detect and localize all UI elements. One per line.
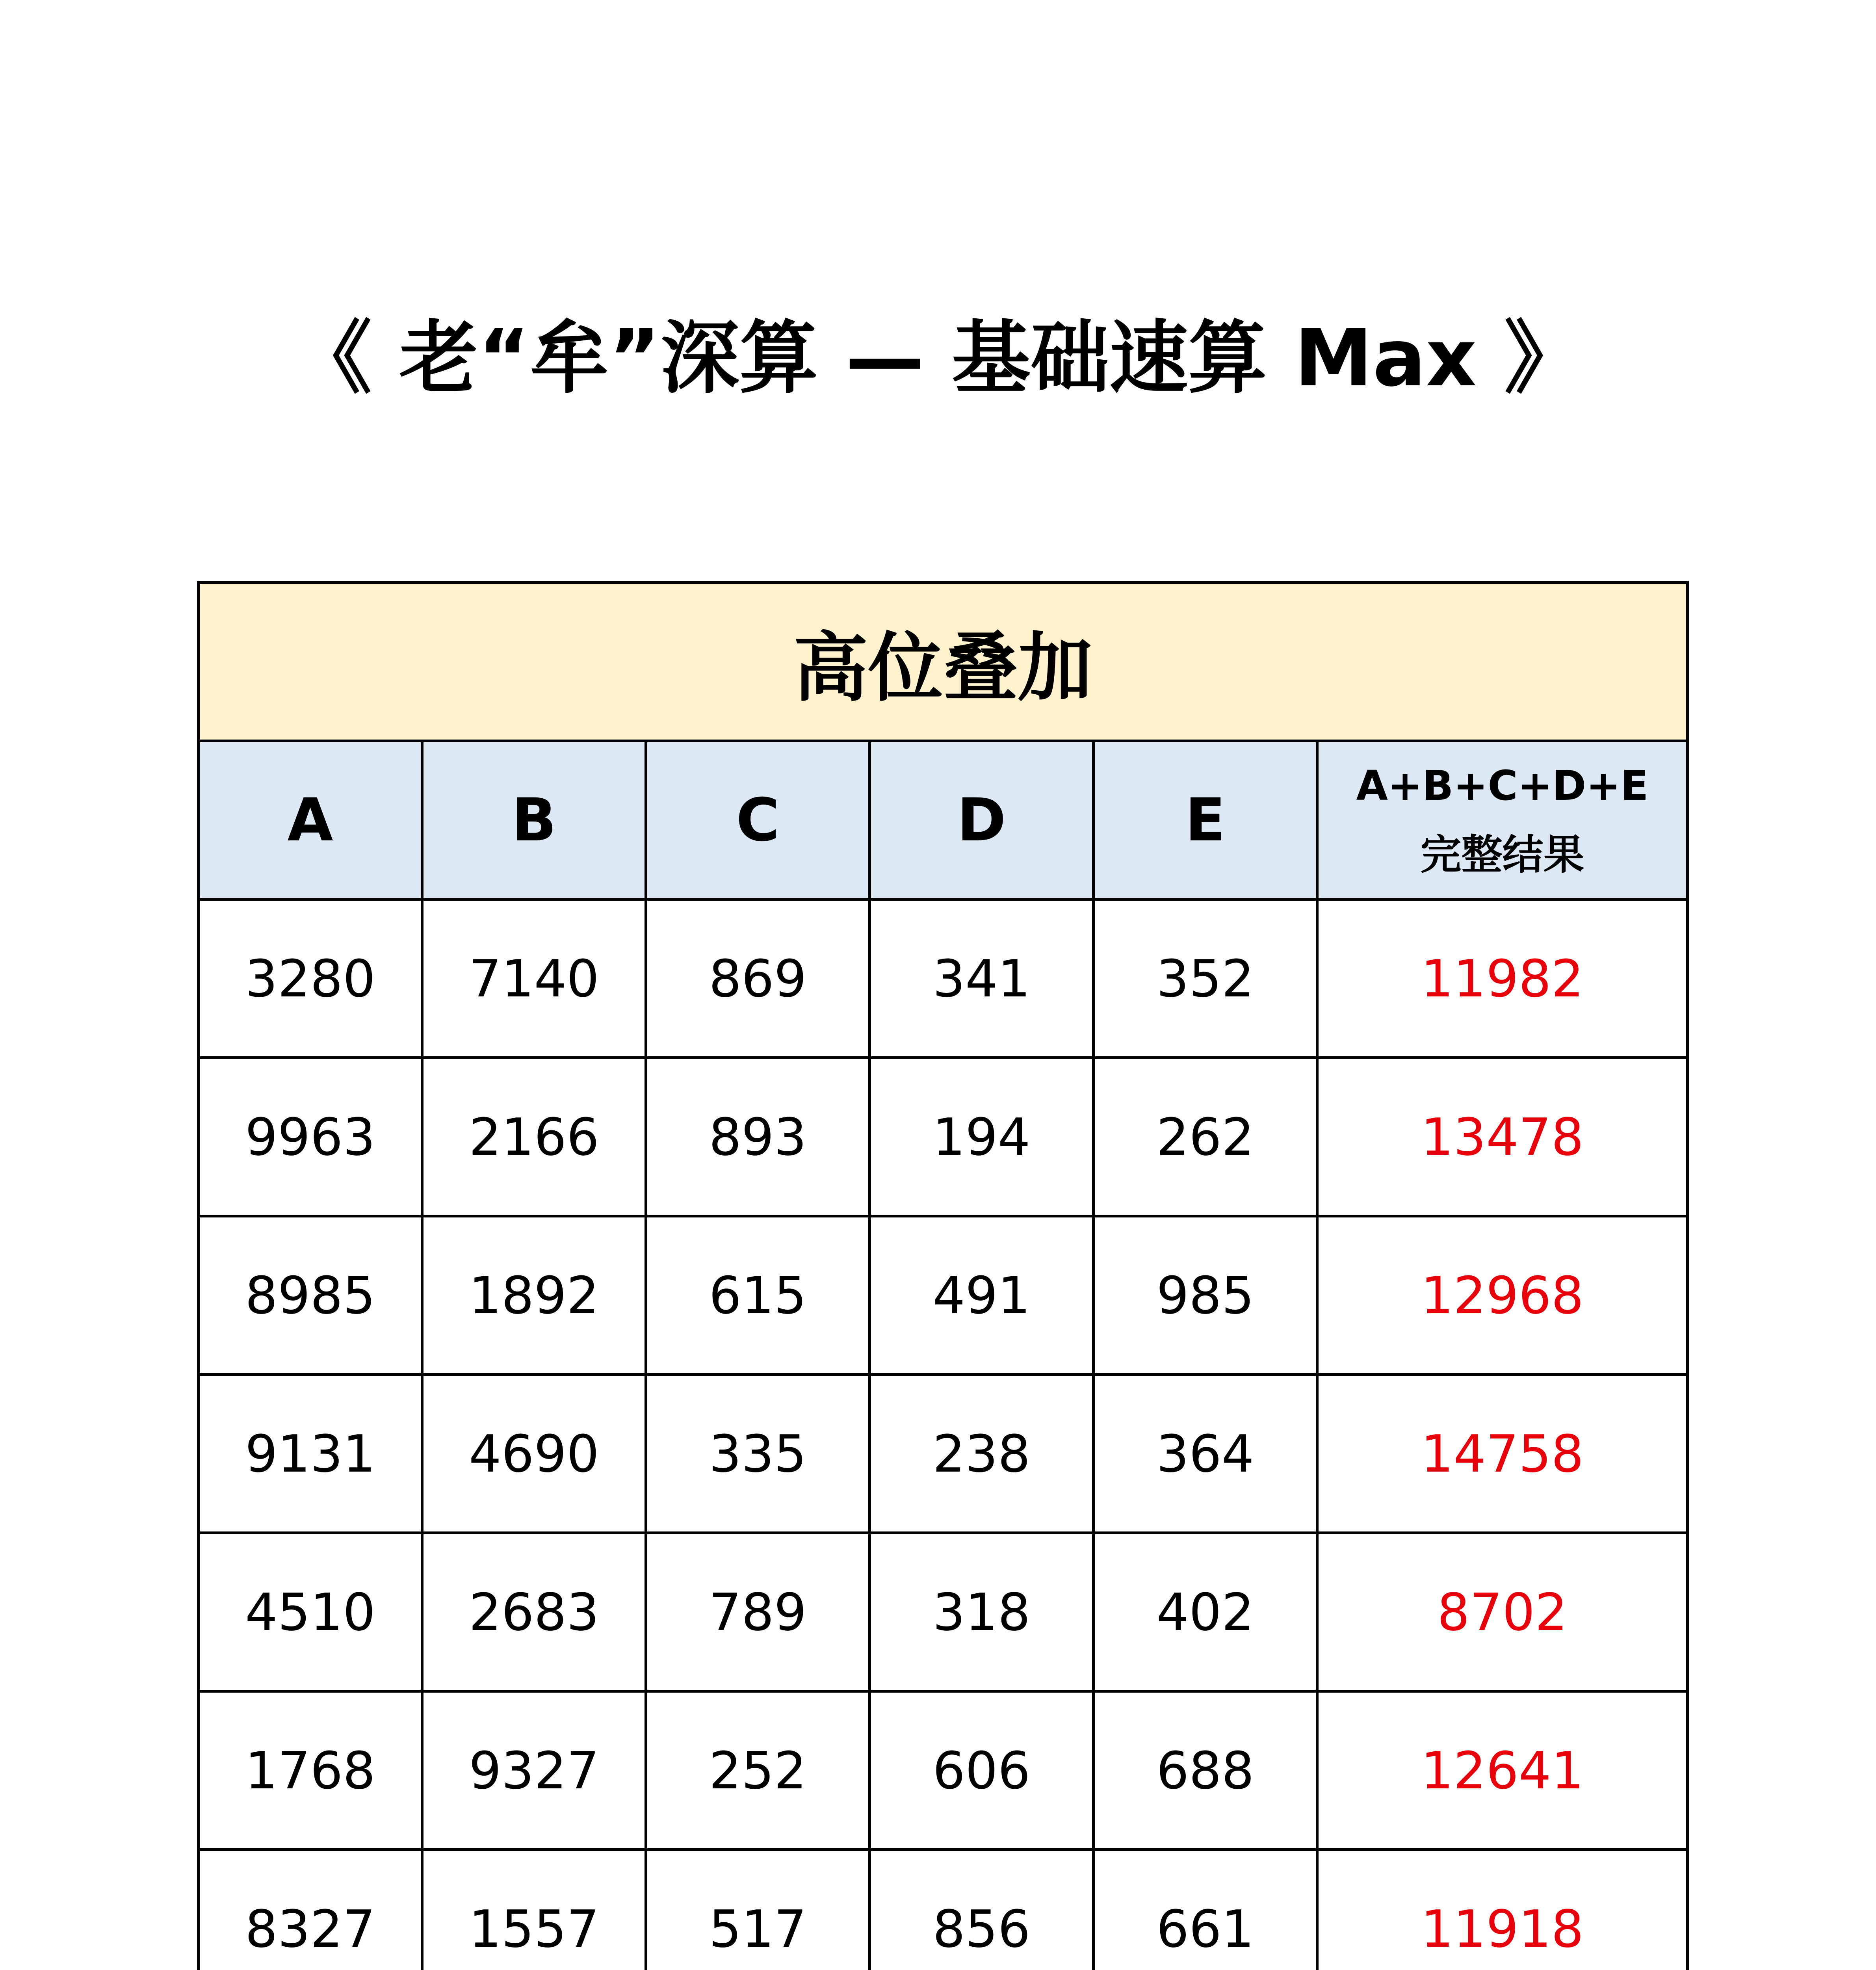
column-header-b: B [422, 741, 646, 900]
cell-d: 491 [870, 1216, 1094, 1375]
cell-b: 2166 [422, 1058, 646, 1216]
cell-e: 364 [1094, 1375, 1317, 1533]
cell-e: 985 [1094, 1216, 1317, 1375]
cell-c: 893 [646, 1058, 870, 1216]
page-title: 《 老“牟”深算 — 基础速算 Max 》 [293, 312, 1583, 404]
cell-d: 606 [870, 1691, 1094, 1850]
column-header-c: C [646, 741, 870, 900]
cell-b: 9327 [422, 1691, 646, 1850]
table-row [199, 1216, 1688, 1375]
table-row [199, 900, 1688, 1058]
header-row [199, 741, 1688, 900]
cell-e: 352 [1094, 900, 1317, 1058]
cell-c: 615 [646, 1216, 870, 1375]
cell-d: 194 [870, 1058, 1094, 1216]
cell-c: 252 [646, 1691, 870, 1850]
table-row [199, 1058, 1688, 1216]
result-cell: 11918 [1317, 1850, 1688, 1970]
cell-b: 2683 [422, 1533, 646, 1691]
table-row [199, 1375, 1688, 1533]
cell-c: 789 [646, 1533, 870, 1691]
result-header-formula: A+B+C+D+E [1356, 761, 1649, 810]
result-cell: 11982 [1317, 900, 1688, 1058]
column-header-result [1317, 741, 1688, 900]
cell-b: 1892 [422, 1216, 646, 1375]
cell-a: 8327 [199, 1850, 422, 1970]
addition-table [197, 581, 1689, 1970]
column-header-e: E [1094, 741, 1317, 900]
cell-d: 318 [870, 1533, 1094, 1691]
cell-d: 856 [870, 1850, 1094, 1970]
result-cell: 8702 [1317, 1533, 1688, 1691]
cell-c: 517 [646, 1850, 870, 1970]
table-row [199, 1533, 1688, 1691]
cell-d: 238 [870, 1375, 1094, 1533]
result-header-label: 完整结果 [1420, 830, 1584, 879]
result-cell: 14758 [1317, 1375, 1688, 1533]
column-header-d: D [870, 741, 1094, 900]
table-row [199, 1850, 1688, 1970]
cell-d: 341 [870, 900, 1094, 1058]
cell-e: 688 [1094, 1691, 1317, 1850]
cell-b: 1557 [422, 1850, 646, 1970]
section-title-row [199, 583, 1688, 741]
cell-e: 262 [1094, 1058, 1317, 1216]
cell-a: 3280 [199, 900, 422, 1058]
result-cell: 13478 [1317, 1058, 1688, 1216]
cell-a: 9963 [199, 1058, 422, 1216]
cell-a: 4510 [199, 1533, 422, 1691]
result-cell: 12968 [1317, 1216, 1688, 1375]
cell-b: 7140 [422, 900, 646, 1058]
cell-b: 4690 [422, 1375, 646, 1533]
cell-a: 8985 [199, 1216, 422, 1375]
cell-e: 661 [1094, 1850, 1317, 1970]
cell-c: 335 [646, 1375, 870, 1533]
section-title: 高位叠加 [199, 583, 1688, 741]
result-cell: 12641 [1317, 1691, 1688, 1850]
cell-a: 9131 [199, 1375, 422, 1533]
table-row [199, 1691, 1688, 1850]
cell-a: 1768 [199, 1691, 422, 1850]
cell-e: 402 [1094, 1533, 1317, 1691]
column-header-a: A [199, 741, 422, 900]
cell-c: 869 [646, 900, 870, 1058]
